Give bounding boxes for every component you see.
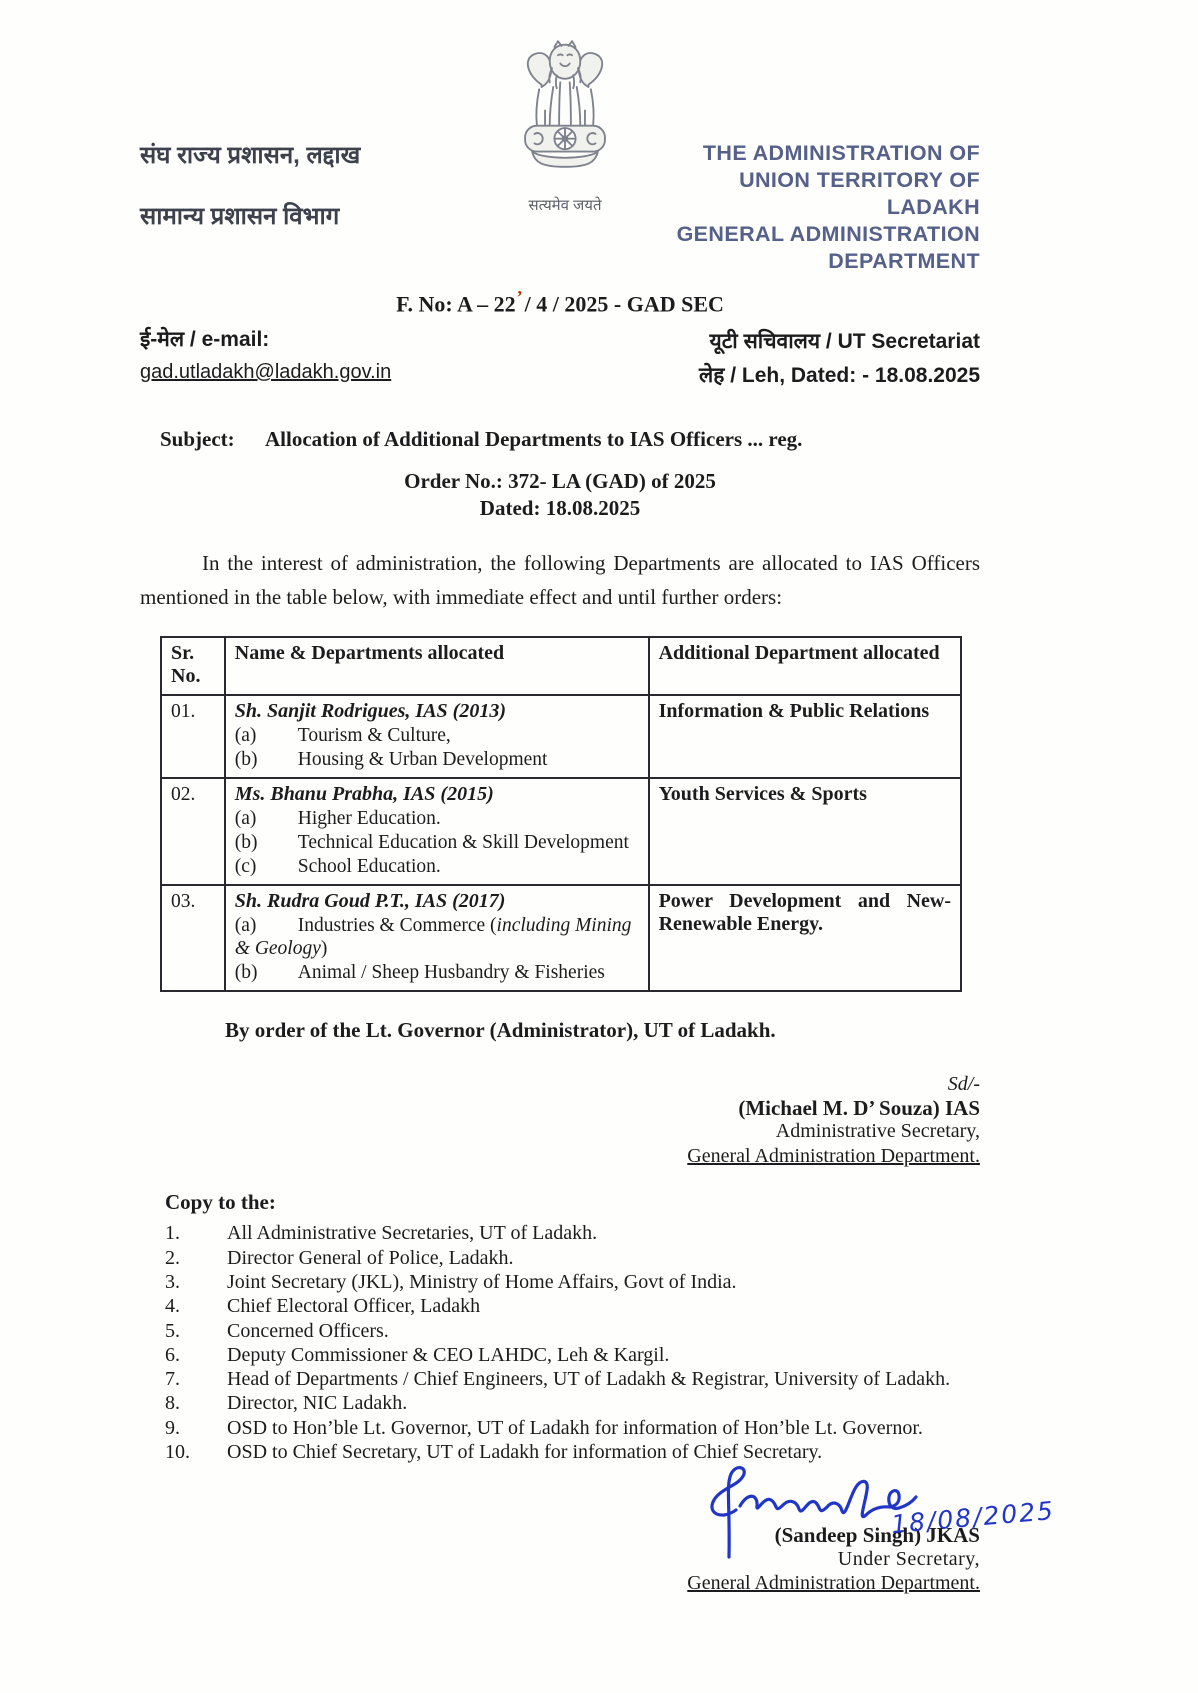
copy-to-label: Copy to the: bbox=[165, 1190, 276, 1215]
cell-additional-department: Information & Public Relations bbox=[649, 695, 961, 778]
handwritten-date: 18/08/2025 bbox=[889, 1496, 1056, 1540]
department-letter: (b) bbox=[234, 749, 258, 771]
col-header-name-departments: Name & Departments allocated bbox=[225, 637, 649, 695]
lion-capital-emblem-icon bbox=[506, 40, 624, 188]
copy-to-list bbox=[165, 1221, 980, 1464]
department-item: (a) Industries & Commerce (including Mining & Geology) bbox=[234, 915, 632, 960]
copy-to-item bbox=[165, 1440, 980, 1464]
copy-to-item bbox=[165, 1246, 980, 1270]
cell-sr-no: 03. bbox=[161, 885, 225, 991]
copy-to-item-text: Joint Secretary (JKL), Ministry of Home Affairs, Govt of India. bbox=[227, 1270, 737, 1293]
email-block bbox=[140, 325, 391, 393]
officer-name: Sh. Sanjit Rodrigues, IAS (2013) bbox=[234, 700, 506, 723]
letterhead-hindi-line1: संघ राज्य प्रशासन, लद्दाख bbox=[140, 142, 361, 169]
secretariat-line: यूटी सचिवालय / UT Secretariat bbox=[709, 330, 980, 354]
copy-to-item-number: 5. bbox=[165, 1319, 180, 1342]
order-number-block bbox=[140, 468, 980, 522]
table-row bbox=[161, 885, 961, 991]
table-header-row bbox=[161, 637, 961, 695]
copy-to-item-number: 8. bbox=[165, 1392, 180, 1415]
department-item: (a) Tourism & Culture, bbox=[234, 725, 451, 747]
department-italic-note: including Mining & Geology bbox=[234, 915, 632, 960]
signatory-name: (Michael M. D’ Souza) IAS bbox=[738, 1095, 980, 1120]
order-dated-line: Dated: 18.08.2025 bbox=[479, 496, 641, 521]
copy-to-item-number: 7. bbox=[165, 1368, 180, 1391]
signatory-department: General Administration Department. bbox=[687, 1572, 980, 1595]
cell-sr-no: 02. bbox=[161, 778, 225, 885]
department-letter: (a) bbox=[234, 808, 257, 830]
signatory-under-secretary bbox=[140, 1496, 1056, 1644]
department-letter: (a) bbox=[234, 725, 257, 747]
copy-to-item-text: Deputy Commissioner & CEO LAHDC, Leh & Kargil. bbox=[227, 1343, 670, 1366]
allocation-table bbox=[160, 636, 962, 992]
department-letter: (a) bbox=[234, 915, 257, 937]
subject-label: Subject: bbox=[160, 427, 235, 452]
department-item: (b) Animal / Sheep Husbandry & Fisheries bbox=[234, 962, 605, 984]
department-letter: (c) bbox=[234, 856, 257, 878]
file-number-line bbox=[140, 287, 980, 317]
cell-name-departments bbox=[225, 885, 649, 991]
copy-to-item-text: OSD to Chief Secretary, UT of Ladakh for information of Chief Secretary. bbox=[227, 1441, 823, 1463]
red-correction-mark: ʼ bbox=[516, 287, 523, 307]
copy-to-item bbox=[165, 1270, 980, 1294]
table-row bbox=[161, 695, 961, 778]
letterhead-english-block bbox=[660, 140, 980, 275]
department-item: (a) Higher Education. bbox=[234, 808, 441, 830]
letterhead-english-line: DEPARTMENT bbox=[828, 249, 980, 273]
signatory-department: General Administration Department. bbox=[687, 1144, 980, 1167]
copy-to-item-number: 6. bbox=[165, 1343, 180, 1366]
copy-to-item-number: 2. bbox=[165, 1246, 180, 1269]
letterhead-english-line: UNION TERRITORY OF LADAKH bbox=[739, 168, 980, 219]
copy-to-item-number: 3. bbox=[165, 1270, 180, 1293]
order-number-line: Order No.: 372- LA (GAD) of 2025 bbox=[404, 469, 716, 494]
department-letter: (b) bbox=[234, 832, 258, 854]
copy-to-item-number: 9. bbox=[165, 1416, 180, 1439]
contact-row bbox=[140, 325, 980, 393]
copy-to-item bbox=[165, 1367, 980, 1391]
copy-to-item bbox=[165, 1221, 980, 1245]
copy-to-item-text: Head of Departments / Chief Engineers, UT of Ladakh & Registrar, University of Ladakh. bbox=[227, 1368, 951, 1391]
file-number-suffix: / 4 / 2025 - GAD SEC bbox=[524, 291, 724, 317]
email-address: gad.utladakh@ladakh.gov.in bbox=[140, 361, 392, 384]
email-label: ई-मेल / e-mail: bbox=[140, 328, 270, 352]
cell-name-departments bbox=[225, 778, 649, 885]
col-header-sr-no: Sr. No. bbox=[161, 637, 225, 695]
cell-name-departments bbox=[225, 695, 649, 778]
copy-to-item bbox=[165, 1391, 980, 1415]
national-emblem-block bbox=[470, 40, 660, 215]
col-header-additional-department: Additional Department allocated bbox=[649, 637, 961, 695]
letterhead-english-line: THE ADMINISTRATION OF bbox=[702, 141, 980, 165]
copy-to-item-text: Concerned Officers. bbox=[227, 1319, 389, 1342]
copy-to-item-text: Director General of Police, Ladakh. bbox=[227, 1246, 514, 1269]
copy-to-item-text: Director, NIC Ladakh. bbox=[227, 1392, 408, 1415]
cell-additional-department: Youth Services & Sports bbox=[649, 778, 961, 885]
sd-notation: Sd/- bbox=[947, 1073, 980, 1096]
place-date-line: लेह / Leh, Dated: - 18.08.2025 bbox=[699, 364, 980, 388]
cell-additional-department: Power Development and New-Renewable Energy. bbox=[649, 885, 961, 991]
copy-to-item bbox=[165, 1294, 980, 1318]
copy-to-item-number: 4. bbox=[165, 1295, 180, 1318]
department-item: (b) Technical Education & Skill Development bbox=[234, 832, 629, 854]
by-order-line: By order of the Lt. Governor (Administrator), UT of Ladakh. bbox=[225, 1018, 776, 1043]
letterhead bbox=[140, 40, 980, 275]
copy-to-item-text: All Administrative Secretaries, UT of Ladakh. bbox=[227, 1222, 598, 1245]
subject-line bbox=[160, 427, 980, 452]
letterhead-hindi-line2: सामान्य प्रशासन विभाग bbox=[140, 203, 340, 230]
copy-to-item-number: 10. bbox=[165, 1441, 190, 1463]
copy-to-item bbox=[165, 1343, 980, 1367]
department-item: (b) Housing & Urban Development bbox=[234, 749, 548, 771]
officer-name: Ms. Bhanu Prabha, IAS (2015) bbox=[234, 783, 494, 806]
copy-to-item bbox=[165, 1416, 980, 1440]
signatory-name: (Sandeep Singh) JKAS bbox=[774, 1523, 980, 1548]
secretariat-block bbox=[699, 325, 980, 393]
cell-sr-no: 01. bbox=[161, 695, 225, 778]
emblem-motto: सत्यमेव जयते bbox=[528, 197, 602, 214]
department-letter: (b) bbox=[234, 962, 258, 984]
signatory-title: Administrative Secretary, bbox=[775, 1120, 980, 1143]
file-number-prefix: F. No: A – 22 bbox=[396, 291, 516, 317]
copy-to-item-text: OSD to Hon’ble Lt. Governor, UT of Ladakh for information of Hon’ble Lt. Governor. bbox=[227, 1416, 923, 1439]
body-paragraph: In the interest of administration, the following Departments are allocated to IAS Officers mentioned in the table below, with immediate effect and until further orders: bbox=[140, 551, 980, 610]
letterhead-english-line: GENERAL ADMINISTRATION bbox=[676, 222, 980, 246]
copy-to-item-number: 1. bbox=[165, 1222, 180, 1245]
signatory-title: Under Secretary, bbox=[837, 1547, 980, 1570]
department-item: (c) School Education. bbox=[234, 856, 441, 878]
allocation-table-body bbox=[161, 695, 961, 991]
subject-text: Allocation of Additional Departments to IAS Officers ... reg. bbox=[265, 427, 803, 452]
copy-to-item-text: Chief Electoral Officer, Ladakh bbox=[227, 1295, 481, 1318]
copy-to-item bbox=[165, 1319, 980, 1343]
table-row bbox=[161, 778, 961, 885]
officer-name: Sh. Rudra Goud P.T., IAS (2017) bbox=[234, 890, 506, 913]
signatory-administrative-secretary bbox=[140, 1073, 980, 1168]
letterhead-hindi-block bbox=[140, 138, 470, 232]
